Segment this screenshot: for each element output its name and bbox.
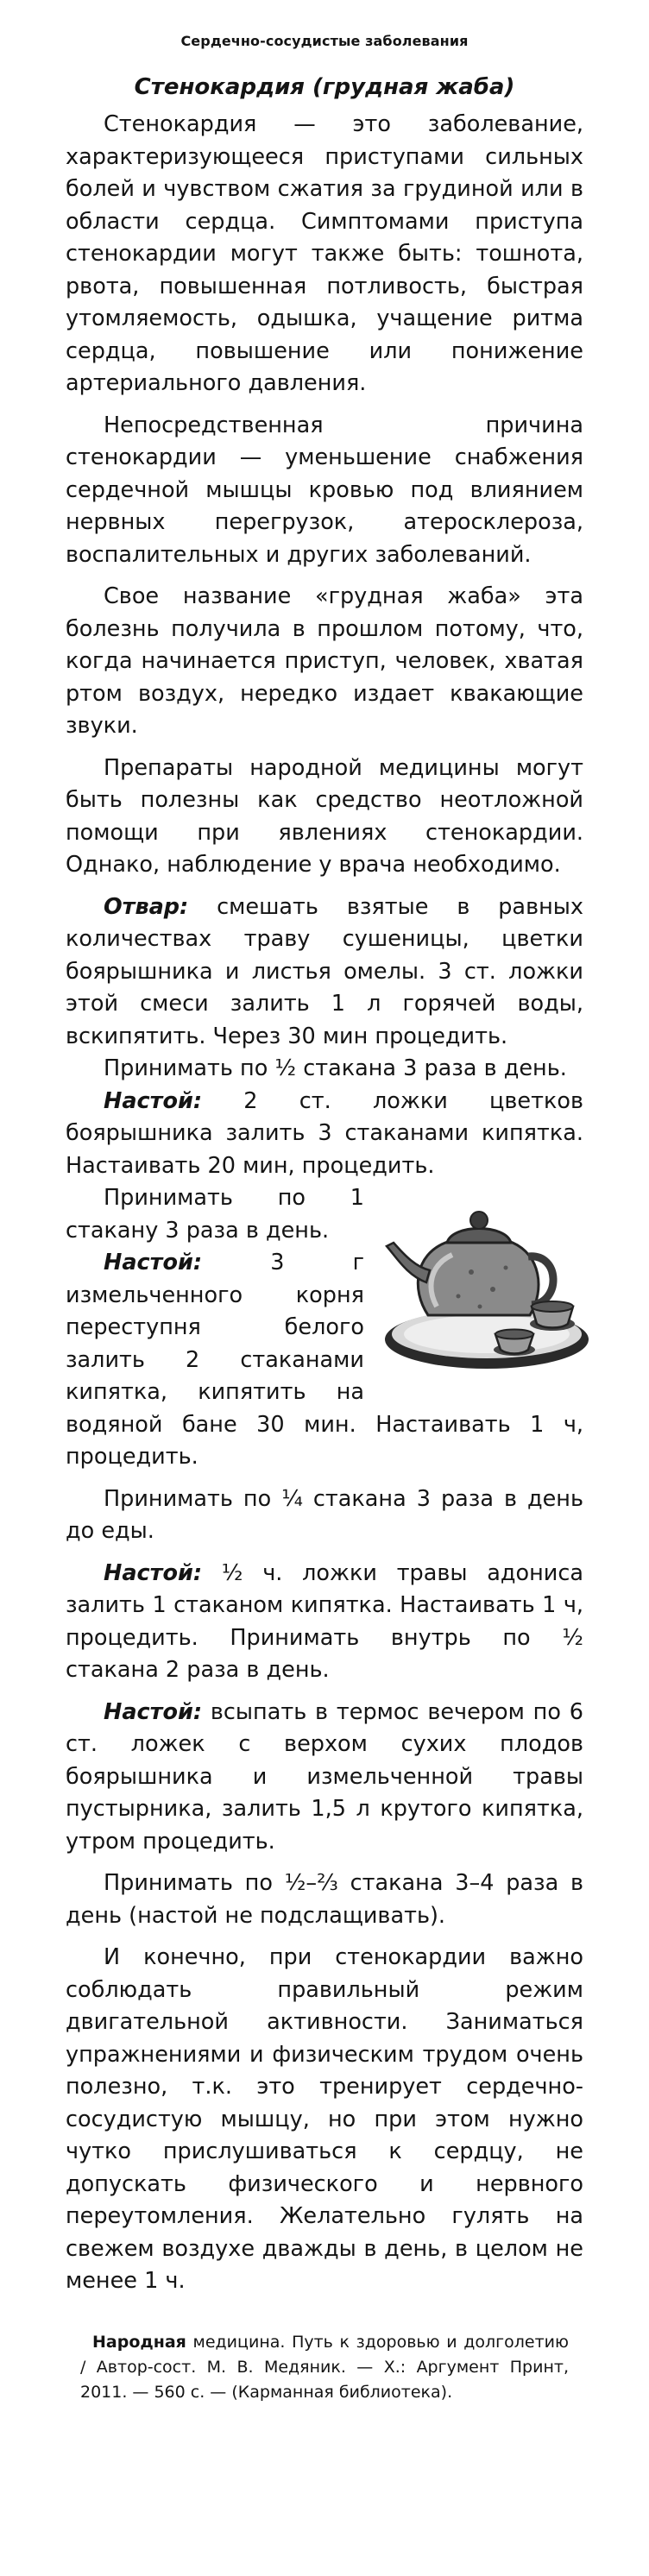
source-citation bbox=[80, 2330, 569, 2405]
recipe-lead: Настой: bbox=[104, 1559, 203, 1586]
paragraph-cause: Непосредственная причина стенокардии — уменьшение снабжения сердечной мышцы кровью под влиянием нервных перегрузок, атеросклероза, воспалительных и других заболеваний. bbox=[66, 412, 583, 568]
recipe-infusion-adonis bbox=[66, 1558, 583, 1687]
paragraph-name-origin: Свое название «грудная жаба» эта болезнь получила в прошлом потому, что, когда начинается приступ, человек, хватая ртом воздух, нередко издает квакающие звуки. bbox=[66, 583, 583, 739]
recipe-lead: Настой: bbox=[104, 1250, 203, 1275]
recipe-lead: Настой: bbox=[104, 1698, 203, 1725]
teapot-with-cups-icon bbox=[376, 1186, 590, 1374]
recipe-dose: Принимать по 1 стакану 3 раза в день. bbox=[66, 1185, 364, 1244]
source-rest: медицина. Путь к здоровью и долголетию / Автор-сост. М. В. Медяник. — Х.: Аргумент Принт, 2011. — 560 с. — (Карманная библиотека). bbox=[80, 2333, 569, 2402]
recipe-dose: Принимать по ¼ стакана 3 раза в день до еды. bbox=[66, 1485, 583, 1544]
paragraph-activity: И конечно, при стенокардии важно соблюдать правильный режим двигательной активности. Заниматься упражнениями и физическим трудом очень полезно, т.к. это тренирует сердечно-сосудистую мышцу, но при этом нужно чутко прислушиваться к сердцу, не допускать физического и нервного переутомления. Желательно гулять на свежем воздухе дважды в день, в целом не менее 1 ч. bbox=[66, 1944, 583, 2294]
recipe-text: 2 ст. ложки цветков боярышника залить 3 стаканами кипятка. Настаивать 20 мин, процедить. bbox=[66, 1087, 583, 1179]
article-title: Стенокардия (грудная жаба) bbox=[134, 74, 515, 100]
recipe-decoction bbox=[66, 891, 583, 1054]
recipe-infusion-thermos bbox=[66, 1697, 583, 1859]
recipe-text: всыпать в термос вечером по 6 ст. ложек с верхом сухих плодов боярышника и измельченной травы пустырника, залить 1,5 л крутого кипятка, утром процедить. bbox=[66, 1698, 583, 1855]
recipe-lead: Настой: bbox=[104, 1087, 203, 1114]
recipe-dose: Принимать по ½ стакана 3 раза в день. bbox=[104, 1055, 567, 1081]
page bbox=[66, 33, 583, 2308]
article-body bbox=[66, 109, 583, 2298]
paragraph-definition: Стенокардия — это заболевание, характеризующееся приступами сильных болей и чувством сжатия за грудиной или в области сердца. Симптомами приступа стенокардии могут также быть: тошнота, рвота, повышенная потливость, быстрая утомляемость, одышка, учащение ритма сердца, повышение или понижение артериального давления. bbox=[66, 111, 583, 396]
recipe-text: смешать взятые в равных количествах траву сушеницы, цветки боярышника и листья омелы. 3 ст. ложки этой смеси залить 1 л горячей воды, вскипятить. Через 30 мин процедить. bbox=[66, 893, 583, 1049]
recipe-dose: Принимать по ½–⅔ стакана 3–4 раза в день (настой не подслащивать). bbox=[66, 1870, 583, 1929]
recipe-text: 3 г измельченного корня переступня белого залить 2 стаканами кипятка, кипятить на водяной бане 30 мин. Настаивать 1 ч, процедить. bbox=[66, 1250, 583, 1470]
source-bold: Народная bbox=[92, 2333, 186, 2352]
recipe-infusion-hawthorn bbox=[66, 1086, 583, 1183]
running-header: Сердечно-сосудистые заболевания bbox=[180, 33, 469, 49]
recipe-text: ½ ч. ложки травы адониса залить 1 стаканом кипятка. Настаивать 1 ч, процедить. Принимать внутрь по ½ стакана 2 раза в день. bbox=[66, 1559, 583, 1683]
paragraph-folk-medicine: Препараты народной медицины могут быть полезны как средство неотложной помощи при явлениях стенокардии. Однако, наблюдение у врача необходимо. bbox=[66, 754, 583, 878]
recipe-lead: Отвар: bbox=[104, 893, 189, 920]
